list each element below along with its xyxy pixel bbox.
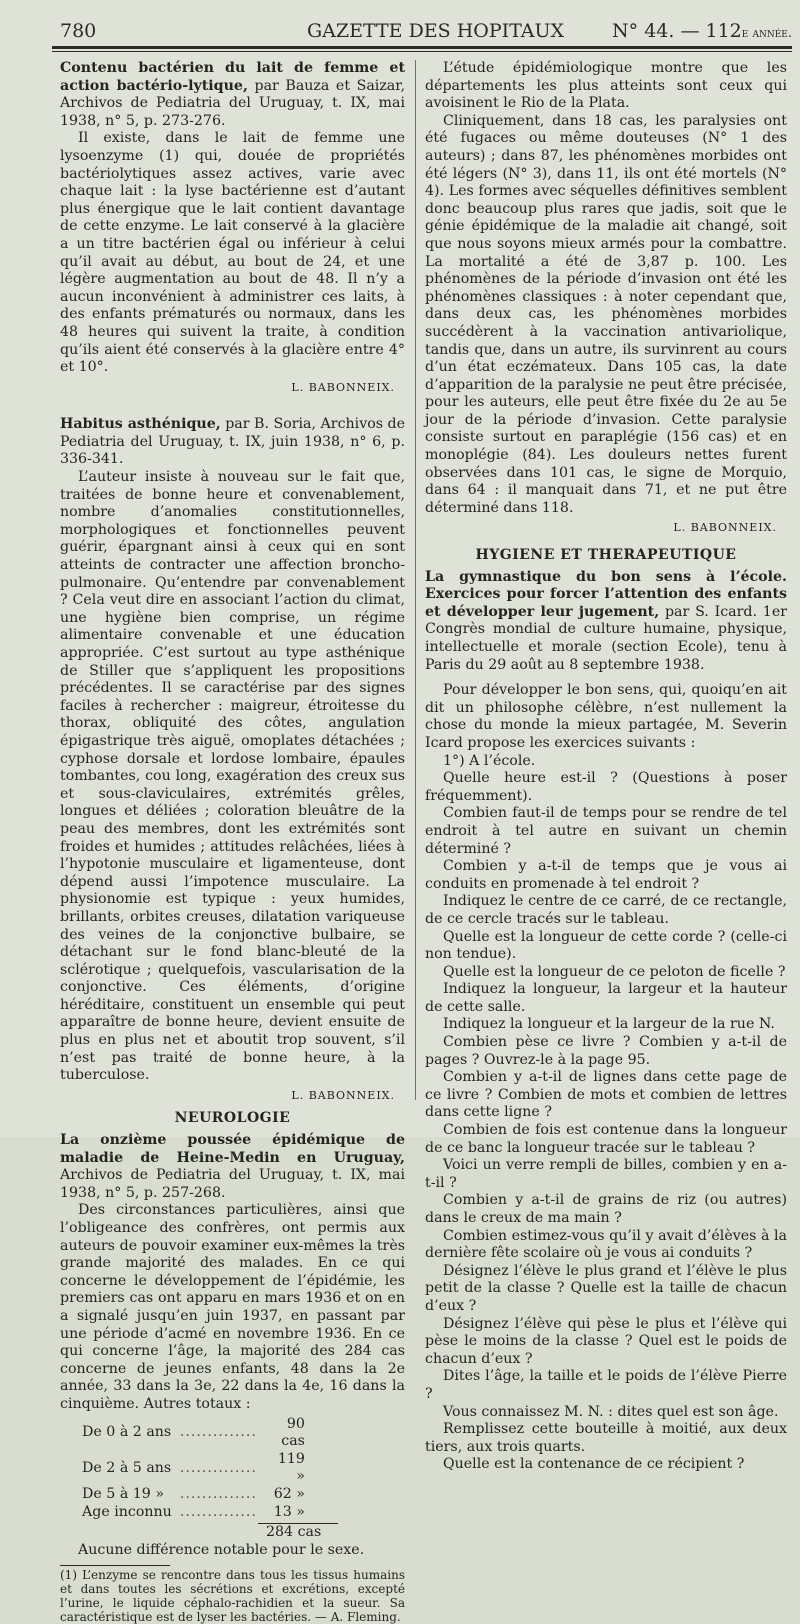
exercise: Quelle est la contenance de ce récipient ? <box>443 1456 745 1473</box>
article-soria <box>60 416 405 469</box>
exercise: Indiquez la longueur, la largeur et la hauteur de cette salle. <box>425 981 787 1015</box>
exercise-heading: 1°) A l’école. <box>443 752 536 769</box>
exercise: Combien faut-il de temps pour se rendre de tel endroit à tel autre en suivant un chemin déterminé ? <box>425 805 787 857</box>
footnote-rule <box>60 1565 170 1566</box>
article-reference: par S. Icard. 1er Congrès mondial de culture humaine, physique, intellectuelle et morale (section Ecole), tenu à Paris du 29 août au 8 septembre 1938. <box>425 603 787 673</box>
age-count: 119 » <box>277 1450 305 1485</box>
article-body: Des circonstances particulières, ainsi que l’obligeance des confrères, ont permis aux auteurs de pouvoir examiner eux-mêmes la très grande majorité des malades. En ce qui concerne le développement de l’épidémie, les premiers cas ont apparu en mars 1936 et on en a signalé jusqu’en juin 1937, en passant par une période d’acmé en novembre 1936. En ce qui concerne l’âge, la majorité des 284 cas concerne de jeunes enfants, 48 dans la 2e année, 33 dans la 3e, 22 dans la 4e, 16 dans la cinquième. Autres totaux : <box>60 1202 405 1412</box>
header-rule-thin <box>52 51 792 52</box>
age-count: 90 cas <box>281 1415 305 1450</box>
exercise: Combien de fois est contenue dans la longueur de ce banc la longueur tracée sur le tableau ? <box>425 1122 787 1156</box>
left-column <box>60 60 405 1624</box>
article-reference: Archivos de Pediatria del Uruguay, t. IX, mai 1938, n° 5, p. 257-268. <box>60 1167 405 1201</box>
exercise: Combien y a-t-il de grains de riz (ou autres) dans le creux de ma main ? <box>425 1192 787 1226</box>
exercise: Voici un verre rempli de billes, combien y en a-t-il ? <box>425 1157 787 1191</box>
exercise: Combien y a-t-il de temps que je vous ai conduits en promenade à tel endroit ? <box>425 858 787 892</box>
running-header <box>52 20 792 44</box>
article-title: La gymnastique du bon sens à l’école. Exercices pour forcer l’attention des enfants et développer leur jugement, <box>425 568 787 620</box>
page-number: 780 <box>60 20 97 42</box>
table-row: De 0 à 2 ans .............. 90 cas <box>78 1416 309 1451</box>
journal-title: GAZETTE DES HOPITAUX <box>307 20 565 42</box>
article-reference: par Bauza et Saizar, Archivos de Pediatria del Uruguay, t. IX, mai 1938, n° 5, p. 273-276. <box>60 77 405 129</box>
table-row: De 5 à 19 » .............. 62 » <box>78 1486 309 1504</box>
signature: L. BABONNEIX. <box>291 380 395 394</box>
age-label: De 0 à 2 ans <box>82 1424 172 1441</box>
paragraph: Pour développer le bon sens, qui, quoiqu’en ait dit un philosophe célèbre, n’est nullement la chose du monde la mieux partagée, M. Severin Icard propose les exercices suivants : <box>425 682 787 751</box>
age-label: Age inconnu <box>82 1503 172 1520</box>
exercise: Remplissez cette bouteille à moitié, aux deux tiers, aux trois quarts. <box>425 1421 787 1455</box>
sex-note: Aucune différence notable pour le sexe. <box>78 1541 365 1558</box>
table-row: De 2 à 5 ans .............. 119 » <box>78 1451 309 1486</box>
section-heading-hygiene: HYGIENE ET THERAPEUTIQUE <box>475 547 737 564</box>
issue-suffix: e année. <box>741 26 792 41</box>
exercise: Quelle heure est-il ? (Questions à poser fréquemment). <box>425 770 787 804</box>
exercise: Quelle est la longueur de cette corde ? (celle-ci non tendue). <box>425 928 787 963</box>
age-label: De 2 à 5 ans <box>82 1459 172 1476</box>
exercise: Indiquez la longueur et la largeur de la rue N. <box>443 1016 775 1033</box>
issue-number <box>612 20 792 42</box>
article-title: La onzième poussée épidémique de maladie de Heine-Medin en Uruguay, <box>60 1132 405 1166</box>
article-icard <box>425 569 787 675</box>
age-count: 62 » <box>273 1485 305 1502</box>
right-column <box>425 60 787 1474</box>
header-rule-thick <box>52 46 792 49</box>
age-count: 13 » <box>273 1503 305 1520</box>
table-row: Age inconnu .............. 13 » <box>78 1504 309 1522</box>
article-reference: par B. Soria, Archivos de Pediatria del Uruguay, t. IX, juin 1938, n° 6, p. 336-341. <box>60 416 406 468</box>
age-label: De 5 à 19 » <box>82 1485 165 1502</box>
article-body: L’auteur insiste à nouveau sur le fait que, traitées de bonne heure et convenablement, nombre d’anomalies constitutionnelles, morphologiques et fonctionnelles peuvent guérir, épargnant ainsi à ceux qui en sont atteints de contracter une affection broncho-pulmonaire. Qu’entendre par convenablement ? Cela veut dire en associant l’action du climat, une hygiène bien comprise, un régime alimentaire convenable et une éducation appropriée. C’est surtout au type asthénique de Stiller que s’appliquent les propositions précédentes. Il se caractérise par des signes faciles à rechercher : maigreur, étroitesse du thorax, obliquité des côtes, angulation épigastrique très aiguë, omoplates détachées ; cyphose dorsale et lordose lombaire, épaules tombantes, cou long, exagération des creux sus et sous-claviculaires, extrémités grêles, longues et déliées ; coloration bleuâtre de la peau des membres, dont les extrémités sont froides et humides ; attitudes relâchées, liées à l’hypotonie musculaire et ligamenteuse, dont dépend aussi l’impotence musculaire. La physionomie est typique : yeux humides, brillants, orbites creuses, dilatation variqueuse des veines de la conjonctive bulbaire, se détachant sur le fond blanc-bleuté de la sclérotique ; quelquefois, vascularisation de la conjonctive. Ces éléments, d’origine héréditaire, constituent un ensemble qui peut apparaître de bonne heure, devient ensuite de plus en plus net et aboutit trop souvent, s’il n’est pas traité de bonne heure, à la tuberculose. <box>60 469 405 1084</box>
age-distribution-table <box>78 1416 309 1522</box>
article-title: Contenu bactérien du lait de femme et action bactério-lytique, <box>60 60 405 94</box>
signature: L. BABONNEIX. <box>291 1088 395 1102</box>
exercise: Quelle est la longueur de ce peloton de ficelle ? <box>443 963 786 980</box>
paragraph: Cliniquement, dans 18 cas, les paralysies ont été fugaces ou même douteuses (N° 1 des auteurs) ; dans 87, les phénomènes morbides ont été légers (N° 3), dans 11, ils ont été mortels (N° 4). Les formes avec séquelles définitives semblent donc beaucoup plus rares que jadis, soit que le génie épidémique de la maladie ait changé, soit que nous soyons mieux armés pour la combattre. La mortalité a été de 3,87 p. 100. Les phénomènes de la période d’invasion ont été les phénomènes classiques : à noter cependant que, dans deux cas, les phénomènes morbides succédèrent à la vaccination antivariolique, tandis que, dans un autre, ils survinrent au cours d’un état eczémateux. Dans 105 cas, la date d’apparition de la paralysie ne peut être précisée, pour les auteurs, elle peut être fixée du 2e au 5e jour de la période d’invasion. Cette paralysie consiste surtout en paraplégie (156 cas) et en monoplégie (84). Les douleurs nettes furent observées dans 101 cas, le signe de Morquio, dans 64 : il manquait dans 71, et ne put être déterminé dans 118. <box>425 112 787 516</box>
exercise: Désignez l’élève le plus grand et l’élève le plus petit de la classe ? Quelle est la taille de chacun d’eux ? <box>425 1262 787 1314</box>
article-bauza <box>60 60 405 130</box>
section-heading-neurologie: NEUROLOGIE <box>174 1110 291 1127</box>
exercise: Dites l’âge, la taille et le poids de l’élève Pierre ? <box>425 1368 787 1402</box>
exercise: Combien estimez-vous qu’il y avait d’élèves à la dernière fête scolaire où je vous ai conduits ? <box>425 1227 787 1262</box>
column-divider <box>415 60 416 1100</box>
article-title: Habitus asthénique, <box>60 416 221 433</box>
footnote: (1) L’enzyme se rencontre dans tous les tissus humains et dans toutes les sécrétions et excrétions, excepté l’urine, le liquide céphalo-rachidien et la sueur. Sa caractéristique est de lyser les bactéries. — A. Fleming. <box>60 1568 405 1624</box>
article-heine-medin <box>60 1132 405 1202</box>
signature: L. BABONNEIX. <box>673 521 777 535</box>
total-cases: 284 cas <box>266 1524 322 1541</box>
issue-main: N° 44. — 112 <box>612 20 742 42</box>
exercise: Combien y a-t-il de lignes dans cette page de ce livre ? Combien de mots et combien de lettres dans cette ligne ? <box>425 1069 787 1121</box>
paragraph: L’étude épidémiologique montre que les départements les plus atteints sont ceux qui avoisinent le Rio de la Plata. <box>425 60 787 112</box>
exercise: Combien pèse ce livre ? Combien y a-t-il de pages ? Ouvrez-le à la page 95. <box>425 1034 787 1068</box>
article-body: Il existe, dans le lait de femme une lysoenzyme (1) qui, douée de propriétés bactériolytiques assez actives, varie avec chaque lait : la lyse bactérienne est d’autant plus énergique que le lait contient davantage de cette enzyme. Le lait conservé à la glacière a un titre bactérien égal ou inférieur à celui qu’il avait au début, au bout de 24, et une légère augmentation au bout de 48. Il n’y a aucun inconvénient à administrer ces laits, à des enfants prématurés ou normaux, dans les 48 heures qui suivent la traite, à condition qu’ils aient été conservés à la glacière entre 4° et 10°. <box>60 130 405 376</box>
exercise: Indiquez le centre de ce carré, de ce rectangle, de ce cercle tracés sur le tableau. <box>425 893 787 927</box>
exercise: Désignez l’élève qui pèse le plus et l’élève qui pèse le moins de la classe ? Quel est le poids de chacun d’eux ? <box>425 1315 787 1367</box>
exercise: Vous connaissez M. N. : dites quel est son âge. <box>443 1403 779 1420</box>
